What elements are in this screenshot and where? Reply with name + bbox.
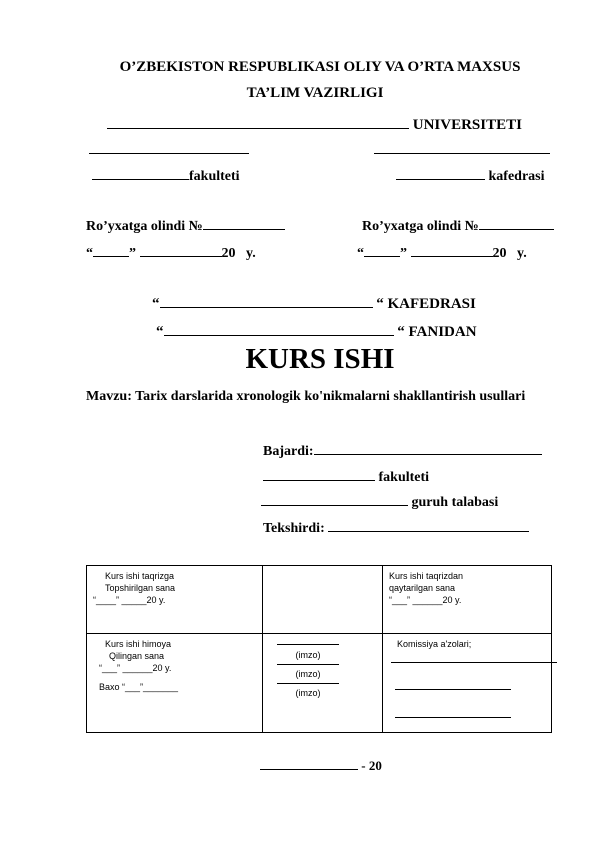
department-label: kafedrasi xyxy=(488,169,545,184)
return-line-1: Kurs ishi taqrizdan xyxy=(389,571,464,581)
university-label: UNIVERSITETI xyxy=(412,117,522,133)
signature-line-1 xyxy=(277,640,339,645)
submission-line-2: Topshirilgan sana xyxy=(105,583,176,593)
signature-label-1: (imzo) xyxy=(295,650,321,660)
submission-line-1: Kurs ishi taqrizga xyxy=(105,571,175,581)
faculty-label: fakulteti xyxy=(189,169,240,184)
quote-close: ” xyxy=(129,246,136,261)
defense-line-2: Qilingan sana xyxy=(109,651,165,661)
registration-right xyxy=(362,216,554,235)
quote-open: “ xyxy=(156,324,164,340)
department-suffix: “ KAFEDRASI xyxy=(376,296,476,312)
department-name-line xyxy=(152,293,476,313)
quote-close: ” xyxy=(400,246,407,261)
return-date: “___” ______20 y. xyxy=(389,595,462,605)
commission-line-1 xyxy=(391,662,557,663)
defense-date: “___” ______20 y. xyxy=(99,663,172,673)
department-line xyxy=(396,166,545,185)
quote-open: “ xyxy=(357,246,364,261)
done-by-line xyxy=(263,441,542,460)
subject-name-line xyxy=(156,321,477,341)
registration-date-left xyxy=(86,243,256,262)
commission-cell xyxy=(383,634,552,733)
subject-suffix: “ FANIDAN xyxy=(397,324,477,340)
done-by-label: Bajardi: xyxy=(263,444,314,459)
signature-line-2 xyxy=(277,661,339,665)
return-cell xyxy=(383,566,552,634)
ministry-line-2: TA’LIM VAZIRLIGI xyxy=(246,85,384,101)
ministry-line-1: O’ZBEKISTON RESPUBLIKASI OLIY VA O’RTA MAXSUS xyxy=(119,59,521,75)
quote-open: “ xyxy=(86,246,93,261)
year-prefix: 20 xyxy=(492,246,507,261)
blank-line-right xyxy=(374,153,550,154)
footer-year-line xyxy=(260,757,382,774)
grade-line: Baxo “___”_______ xyxy=(99,682,179,692)
checked-by-line xyxy=(263,518,529,537)
year-suffix: y. xyxy=(517,246,527,261)
year-prefix: 20 xyxy=(221,246,236,261)
footer-year: - 20 xyxy=(361,758,382,773)
commission-label: Komissiya a'zolari; xyxy=(397,639,472,649)
university-line xyxy=(107,114,522,134)
defense-cell xyxy=(87,634,263,733)
commission-line-2 xyxy=(395,689,511,690)
registration-left-label: Ro’yxatga olindi № xyxy=(86,219,203,234)
faculty-line xyxy=(92,166,240,185)
quote-open: “ xyxy=(152,296,160,312)
submission-date: “____” _____20 y. xyxy=(93,595,166,605)
commission-line-3 xyxy=(395,717,511,718)
defense-line-1: Kurs ishi himoya xyxy=(105,639,172,649)
registration-date-right xyxy=(357,243,527,262)
submission-cell xyxy=(87,566,263,634)
performer-faculty-line xyxy=(263,467,429,486)
signature-label-2: (imzo) xyxy=(295,669,321,679)
registration-left xyxy=(86,216,285,235)
empty-cell xyxy=(263,566,383,634)
blank-line-left xyxy=(89,153,249,154)
registration-right-label: Ro’yxatga olindi № xyxy=(362,219,479,234)
group-label: guruh talabasi xyxy=(411,495,499,510)
year-suffix: y. xyxy=(246,246,256,261)
return-line-2: qaytarilgan sana xyxy=(389,583,456,593)
checked-by-label: Tekshirdi: xyxy=(263,521,325,536)
group-line xyxy=(261,492,498,511)
topic-line: Mavzu: Tarix darslarida xronologik ko'nikmalarni shakllantirish usullari xyxy=(86,389,526,404)
signature-line-3 xyxy=(277,680,339,684)
review-table xyxy=(86,565,552,733)
signature-label-3: (imzo) xyxy=(295,688,321,698)
document-title: KURS ISHI xyxy=(245,343,395,375)
performer-faculty-label: fakulteti xyxy=(378,470,430,485)
signature-cell xyxy=(263,634,383,733)
